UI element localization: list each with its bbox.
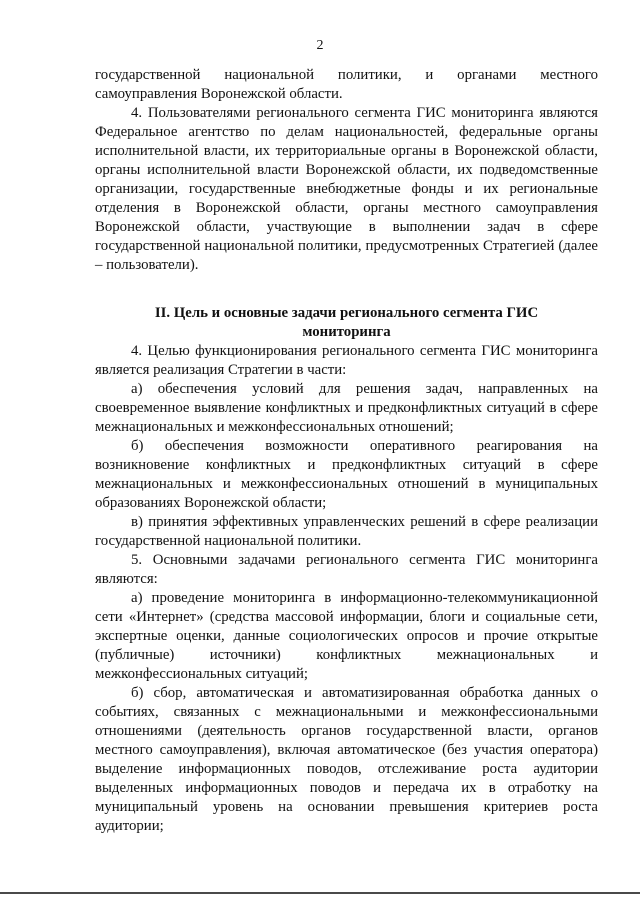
list-item-goal-a: а) обеспечения условий для решения задач, направленных на своевременное выявление конфликтных и предконфликтных ситуаций в сфере межнациональных и межконфессиональных отношений; — [95, 381, 598, 435]
section-heading — [95, 304, 598, 342]
paragraph-goal: 4. Целью функционирования регионального сегмента ГИС мониторинга является реализация Стратегии в части: — [95, 343, 598, 378]
continuation-paragraph: государственной национальной политики, и органами местного самоуправления Воронежской области. — [95, 67, 598, 102]
page-number: 2 — [316, 38, 324, 53]
list-item-task-a: а) проведение мониторинга в информационно-телекоммуникационной сети «Интернет» (средства массовой информации, блоги и социальные сети, экспертные оценки, данные социологических опросов и прочие открытые (публичные) источники) конфликтных межнациональных и межконфессиональных ситуаций; — [95, 590, 598, 682]
list-item-goal-b: б) обеспечения возможности оперативного реагирования на возникновение конфликтных и предконфликтных ситуаций в сфере межнациональных и межконфессиональных отношений в муниципальных образованиях Воронежской области; — [95, 438, 598, 511]
section-heading-line-1: II. Цель и основные задачи регионального сегмента ГИС — [154, 305, 539, 321]
section-heading-line-2: мониторинга — [302, 324, 391, 340]
footer-divider — [0, 892, 640, 894]
paragraph-users: 4. Пользователями регионального сегмента ГИС мониторинга являются Федеральное агентство по делам национальностей, федеральные органы исполнительной власти, их территориальные органы в Воронежской области, органы исполнительной власти Воронежской области, их подведомственные организации, государственные внебюджетные фонды и их региональные отделения в Воронежской области, органы местного самоуправления Воронежской области, участвующие в выполнении задач в сфере государственной национальной политики, предусмотренных Стратегией (далее – пользователи). — [95, 105, 598, 273]
paragraph-tasks: 5. Основными задачами регионального сегмента ГИС мониторинга являются: — [95, 552, 598, 587]
list-item-goal-c: в) принятия эффективных управленческих решений в сфере реализации государственной национальной политики. — [95, 514, 598, 549]
document-body — [95, 66, 598, 836]
list-item-task-b: б) сбор, автоматическая и автоматизированная обработка данных о событиях, связанных с межнациональными и межконфессиональными отношениями (деятельность органов государственной власти, органов местного самоуправления), включая автоматическое (без участия оператора) выделение информационных поводов, отслеживание роста аудитории выделенных информационных поводов и передача их в отработку на муниципальный уровень на основании превышения критериев роста аудитории; — [95, 685, 598, 834]
